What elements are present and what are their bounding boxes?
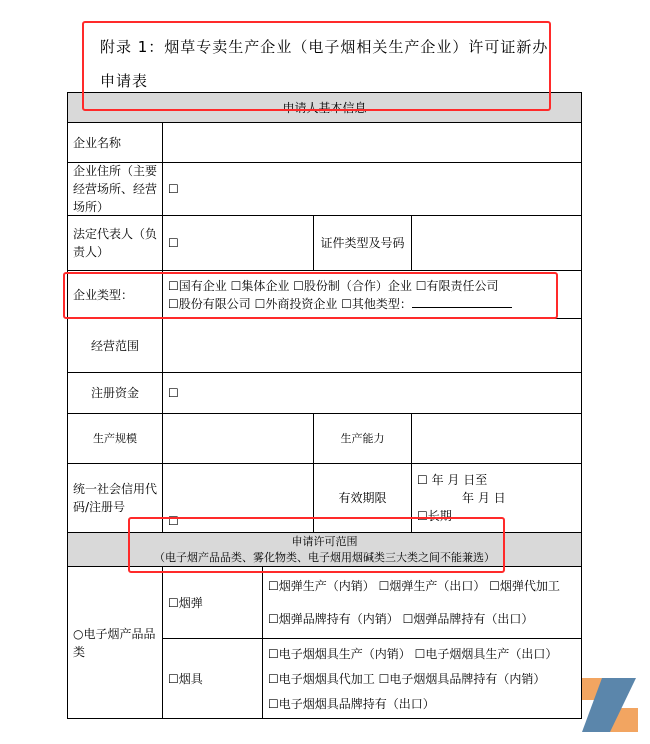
scope-field[interactable] [162, 318, 582, 373]
checkbox[interactable]: ☐ [168, 514, 179, 528]
label-capacity: 生产能力 [313, 413, 412, 464]
validity-permanent[interactable]: ☐长期 [417, 509, 452, 523]
name-field[interactable] [162, 122, 582, 163]
id-field[interactable] [411, 215, 582, 271]
highlight-type [63, 272, 558, 319]
capital-field[interactable] [162, 372, 582, 414]
page-title: 附录 1：烟草专卖生产企业（电子烟相关生产企业）许可证新办申请表 [100, 38, 549, 90]
device-suboption[interactable]: ☐电子烟烟具生产（内销） ☐电子烟烟具生产（出口） [268, 646, 558, 661]
product-category[interactable]: ○电子烟产品品类 [67, 566, 163, 719]
label-credit: 统一社会信用代码/注册号 [67, 463, 163, 533]
label-type: 企业类型： [67, 270, 163, 319]
capacity-field[interactable] [411, 413, 582, 464]
scale-field[interactable] [162, 413, 314, 464]
checkbox[interactable]: ☐ [168, 386, 179, 400]
label-address: 企业住所（主要经营场所、经营场所） [67, 162, 163, 216]
label-legal: 法定代表人（负责人） [67, 215, 163, 271]
highlight-scope [128, 517, 505, 573]
label-name: 企业名称 [67, 122, 163, 163]
device-option[interactable]: ☐烟具 [162, 638, 263, 719]
logo-icon [580, 676, 640, 736]
device-suboption[interactable]: ☐电子烟烟具代加工 ☐电子烟烟具品牌持有（内销） [268, 671, 546, 686]
type-options-line1[interactable]: ☐国有企业 ☐集体企业 ☐股份制（合作）企业 ☐有限责任公司 [168, 278, 499, 293]
device-suboption[interactable]: ☐电子烟烟具品牌持有（出口） [268, 696, 435, 711]
cartridge-option[interactable]: ☐烟弹 [162, 566, 263, 639]
device-suboptions [262, 638, 582, 719]
type-options-line2[interactable]: ☐股份有限公司 ☐外商投资企业 ☐其他类型： [168, 296, 412, 311]
section-title: 申请许可范围 [291, 534, 358, 548]
label-scale: 生产规模 [67, 413, 163, 464]
checkbox[interactable]: ☐ [168, 236, 179, 250]
cartridge-suboption[interactable]: ☐烟弹品牌持有（内销） ☐烟弹品牌持有（出口） [268, 612, 534, 627]
section-title: 申请人基本信息 [282, 100, 367, 115]
validity-to[interactable]: 年 月 日 [462, 491, 506, 505]
label-validity: 有效期限 [313, 463, 412, 533]
highlight-title [82, 21, 551, 111]
label-capital: 注册资金 [67, 372, 163, 414]
cartridge-suboption[interactable]: ☐烟弹生产（内销） ☐烟弹生产（出口） ☐烟弹代加工 [268, 578, 560, 593]
cartridge-suboptions [262, 566, 582, 639]
validity-from[interactable]: ☐ 年 月 日至 [417, 473, 488, 487]
legal-field[interactable] [162, 215, 314, 271]
checkbox[interactable]: ☐ [168, 182, 179, 196]
address-field[interactable] [162, 162, 582, 216]
section-note: （电子烟产品品类、雾化物类、电子烟用烟碱类三大类之间不能兼选） [154, 550, 495, 564]
label-scope: 经营范围 [67, 318, 163, 373]
label-id: 证件类型及号码 [313, 215, 412, 271]
